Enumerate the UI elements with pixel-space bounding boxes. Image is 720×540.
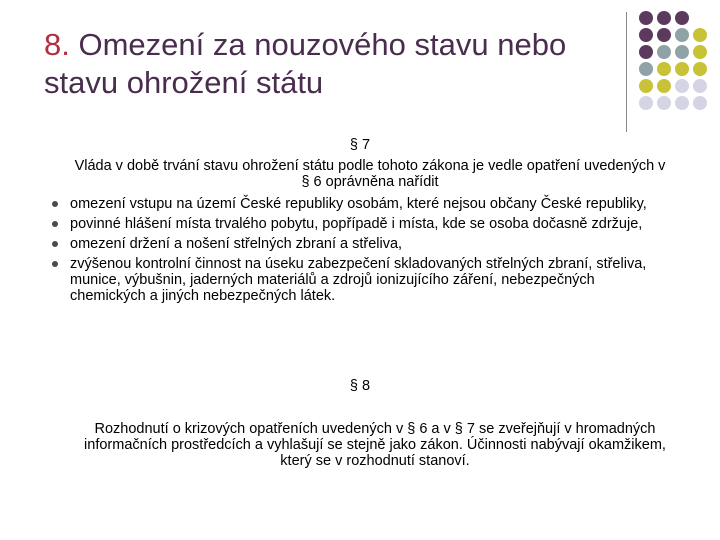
list-item (52, 236, 672, 252)
section-8-heading: § 8 (349, 378, 371, 394)
list-item-text: omezení vstupu na území České republiky osobám, které nejsou občany České republiky, (70, 196, 647, 212)
section-7-list (52, 196, 672, 308)
title-text: Omezení za nouzového stavu nebo stavu ohrožení státu (44, 27, 567, 100)
list-item (52, 196, 672, 212)
list-item (52, 256, 672, 304)
bullet-icon (52, 201, 58, 207)
section-7-heading: § 7 (349, 137, 371, 153)
list-item-text: zvýšenou kontrolní činnost na úseku zabezpečení skladovaných střelných zbraní, střeliva, munice, výbušnin, jaderných materiálů a zdrojů ionizujícího záření, nebezpečných chemických a jiných nebezpečných látek. (70, 256, 647, 304)
title-number: 8. (44, 27, 70, 62)
bullet-icon (52, 241, 58, 247)
section-7-intro: Vláda v době trvání stavu ohrožení státu podle tohoto zákona je vedle opatření uvedených v § 6 oprávněna nařídit (74, 158, 666, 190)
bullet-icon (52, 221, 58, 227)
list-item-text: omezení držení a nošení střelných zbraní a střeliva, (70, 236, 403, 252)
bullet-icon (52, 261, 58, 267)
section-8-text: Rozhodnutí o krizových opatřeních uvedených v § 6 a v § 7 se zveřejňují v hromadných informačních prostředcích a vyhlašují se stejně jako zákon. Účinnosti nabývají okamžikem, který se v rozhodnutí stanoví. (84, 421, 666, 469)
list-item (52, 216, 672, 232)
list-item-text: povinné hlášení místa trvalého pobytu, popřípadě i místa, kde se osoba dočasně zdržuje, (70, 216, 643, 232)
